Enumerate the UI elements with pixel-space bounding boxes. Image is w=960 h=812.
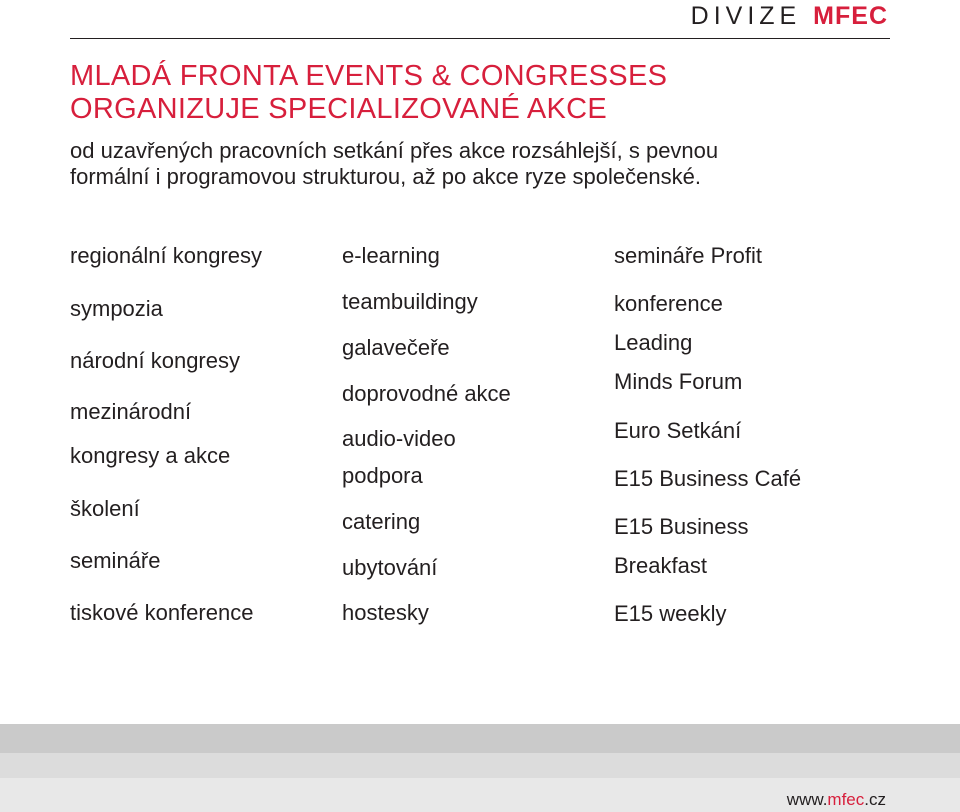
list-item-left: školení [70,496,140,521]
list-item-right: E15 Business [614,514,749,539]
list-item-left: regionální kongresy [70,243,263,268]
list-item-left: sympozia [70,296,163,321]
list-item-middle: audio-video [342,426,456,451]
list-item-left: mezinárodní [70,399,192,424]
list-item-left: tiskové konference [70,600,254,625]
list-item-right: Euro Setkání [614,418,742,443]
list-item-middle: teambuildingy [342,289,478,314]
list-item-middle: hostesky [342,600,429,625]
url-suffix: .cz [864,790,886,809]
list-item-right: Minds Forum [614,369,743,394]
intro-line-1: od uzavřených pracovních setkání přes akce rozsáhlejší, s pevnou [70,138,719,163]
footer-band-top [0,724,960,753]
list-item-right: E15 weekly [614,601,727,626]
list-item-middle: galavečeře [342,335,450,360]
list-item-middle: doprovodné akce [342,381,511,406]
list-item-left: semináře [70,548,161,573]
title-line-1: MLADÁ FRONTA EVENTS & CONGRESSES [70,60,668,92]
list-item-middle: podpora [342,463,423,488]
list-item-right: Breakfast [614,553,707,578]
list-item-middle: e-learning [342,243,440,268]
intro-paragraph [70,138,870,190]
list-item-middle: ubytování [342,555,438,580]
header-divider [70,38,890,39]
url-prefix: www. [786,790,828,809]
list-item-right: E15 Business Café [614,466,802,491]
list-item-right: semináře Profit [614,243,762,268]
list-item-left: národní kongresy [70,348,240,373]
brand-prefix: DIVIZE [690,2,802,30]
intro-line-2: formální i programovou strukturou, až po akce ryze společenské. [70,164,701,189]
list-item-middle: catering [342,509,421,534]
url-accent: mfec [827,790,865,809]
division-brand [691,2,888,31]
list-item-right: Leading [614,330,693,355]
list-item-right: konference [614,291,723,316]
page-title [70,60,667,126]
footer-band-middle [0,753,960,778]
list-item-left: kongresy a akce [70,443,231,468]
title-line-2: ORGANIZUJE SPECIALIZOVANÉ AKCE [70,93,608,125]
brand-accent: MFEC [813,2,888,30]
footer-website-link[interactable] [787,790,886,810]
